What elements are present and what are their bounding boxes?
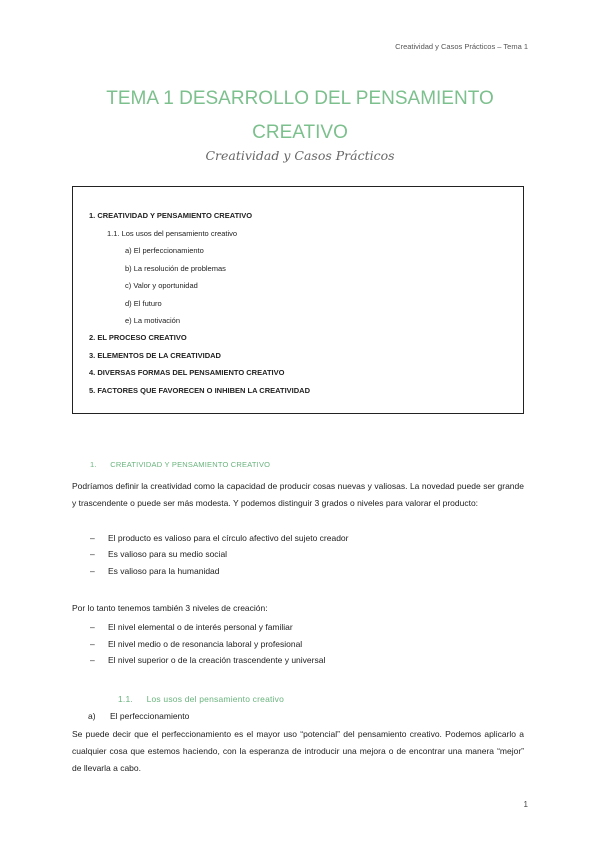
list-item-text: El nivel elemental o de interés personal y familiar xyxy=(108,622,293,632)
list-item-text: El producto es valioso para el círculo afectivo del sujeto creador xyxy=(108,533,349,543)
list-item xyxy=(90,566,220,576)
title-line-2: CREATIVO xyxy=(252,122,348,143)
section-heading xyxy=(90,460,270,469)
toc-item: e) La motivación xyxy=(125,316,181,325)
subsection-number: 1.1. xyxy=(118,694,133,704)
toc-item: a) El perfeccionamiento xyxy=(125,246,204,255)
list-item-text: Es valioso para la humanidad xyxy=(108,566,220,576)
bullet-dash: – xyxy=(90,622,95,632)
section-number: 1. xyxy=(90,460,97,469)
bullet-dash: – xyxy=(90,566,95,576)
running-header: Creatividad y Casos Prácticos – Tema 1 xyxy=(395,42,528,51)
bullet-dash: – xyxy=(90,655,95,665)
title-line-1: TEMA 1 DESARROLLO DEL PENSAMIENTO xyxy=(106,88,494,109)
table-of-contents xyxy=(72,186,524,414)
toc-item: b) La resolución de problemas xyxy=(125,264,226,273)
list-item xyxy=(90,639,302,649)
sub-item xyxy=(88,711,189,721)
toc-item: 1.1. Los usos del pensamiento creativo xyxy=(107,229,238,238)
bullet-dash: – xyxy=(90,549,95,559)
sub-item-label: a) xyxy=(88,711,96,721)
page-title xyxy=(0,82,600,150)
list-item xyxy=(90,549,227,559)
list-item xyxy=(90,533,349,543)
toc-item: 5. FACTORES QUE FAVORECEN O INHIBEN LA CREATIVIDAD xyxy=(89,386,310,395)
list-item-text: El nivel medio o de resonancia laboral y profesional xyxy=(108,639,303,649)
subsection-title: Los usos del pensamiento creativo xyxy=(146,694,285,704)
intro-paragraph: Podríamos definir la creatividad como la capacidad de producir cosas nuevas y valiosas. La novedad puede ser grande y trascendente o puede ser más modesta. Y podemos distinguir 3 grados o niveles para valorar el producto: xyxy=(72,481,524,508)
toc-item: 4. DIVERSAS FORMAS DEL PENSAMIENTO CREATIVO xyxy=(89,368,285,377)
body-paragraph: Se puede decir que el perfeccionamiento es el mayor uso “potencial” del pensamiento creativo. Podemos aplicarlo a cualquier cosa que estemos haciendo, con la esperanza de introducir una mejora o de encontrar una manera “mejor” de llevarla a cabo. xyxy=(72,729,524,773)
toc-item: d) El futuro xyxy=(125,299,162,308)
levels-intro: Por lo tanto tenemos también 3 niveles de creación: xyxy=(72,603,268,613)
page-subtitle: Creatividad y Casos Prácticos xyxy=(205,148,395,163)
subsection-heading xyxy=(118,694,284,704)
toc-item: 3. ELEMENTOS DE LA CREATIVIDAD xyxy=(89,351,221,360)
bullet-dash: – xyxy=(90,639,95,649)
list-item-text: Es valioso para su medio social xyxy=(108,549,228,559)
list-item xyxy=(90,655,325,665)
toc-item: c) Valor y oportunidad xyxy=(125,281,198,290)
page-number: 1 xyxy=(523,800,528,809)
sub-item-text: El perfeccionamiento xyxy=(110,711,190,721)
toc-item: 2. EL PROCESO CREATIVO xyxy=(89,333,187,342)
section-title: CREATIVIDAD Y PENSAMIENTO CREATIVO xyxy=(110,460,271,469)
toc-item: 1. CREATIVIDAD Y PENSAMIENTO CREATIVO xyxy=(89,211,253,220)
bullet-dash: – xyxy=(90,533,95,543)
list-item xyxy=(90,622,293,632)
list-item-text: El nivel superior o de la creación trascendente y universal xyxy=(108,655,326,665)
